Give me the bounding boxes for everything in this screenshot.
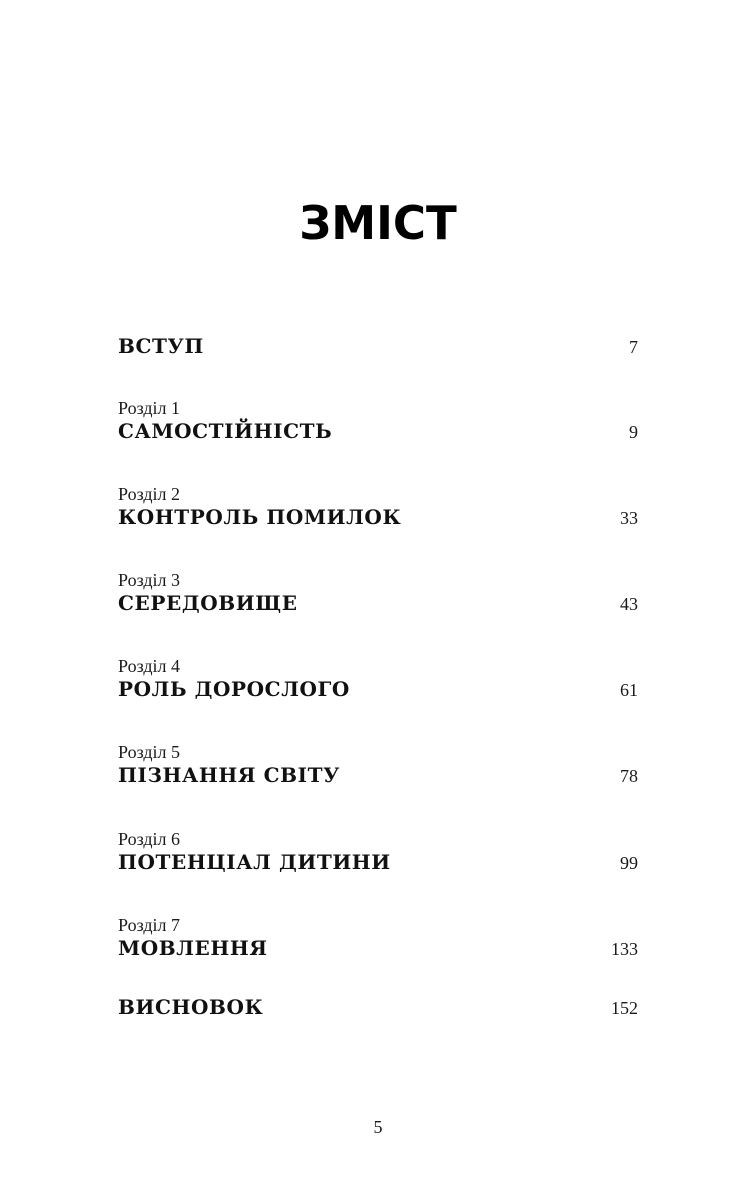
toc-entry-chapter-1[interactable] [118,397,638,445]
toc-page-number: 9 [629,422,638,442]
chapter-label: Розділ 7 [118,915,180,935]
toc-page-number: 78 [620,766,638,786]
toc-heading: ВСТУП [118,334,204,358]
toc-entry-chapter-3[interactable] [118,569,638,617]
toc-entry-chapter-2[interactable] [118,483,638,531]
toc-page-number: 7 [629,337,638,357]
toc-heading: ПІЗНАННЯ СВІТУ [118,763,340,787]
page-number-footer: 5 [373,1117,383,1137]
toc-page-number: 43 [620,594,638,614]
toc-page-number: 33 [620,508,638,528]
chapter-label: Розділ 4 [118,656,180,676]
toc-entry-conclusion[interactable] [118,995,638,1021]
page-title: ЗМІСТ [299,196,457,250]
toc-entry-chapter-7[interactable] [118,914,638,962]
chapter-label: Розділ 1 [118,398,180,418]
toc-page-number: 99 [620,853,638,873]
toc-heading: СЕРЕДОВИЩЕ [118,591,298,615]
toc-entry-intro[interactable] [118,334,638,360]
toc-heading: КОНТРОЛЬ ПОМИЛОК [118,505,402,529]
toc-page-number: 152 [611,998,638,1018]
toc-heading: РОЛЬ ДОРОСЛОГО [118,677,350,701]
toc-heading: МОВЛЕННЯ [118,936,268,960]
toc-heading: САМОСТІЙНІСТЬ [118,419,333,443]
toc-entry-chapter-4[interactable] [118,655,638,703]
chapter-label: Розділ 2 [118,484,180,504]
chapter-label: Розділ 6 [118,829,180,849]
chapter-label: Розділ 3 [118,570,180,590]
toc-heading: ВИСНОВОК [118,995,264,1019]
toc-entry-chapter-6[interactable] [118,828,638,876]
toc-page-number: 133 [611,939,638,959]
chapter-label: Розділ 5 [118,742,180,762]
toc-page-number: 61 [620,680,638,700]
toc-heading: ПОТЕНЦІАЛ ДИТИНИ [118,850,391,874]
toc-entry-chapter-5[interactable] [118,741,638,789]
